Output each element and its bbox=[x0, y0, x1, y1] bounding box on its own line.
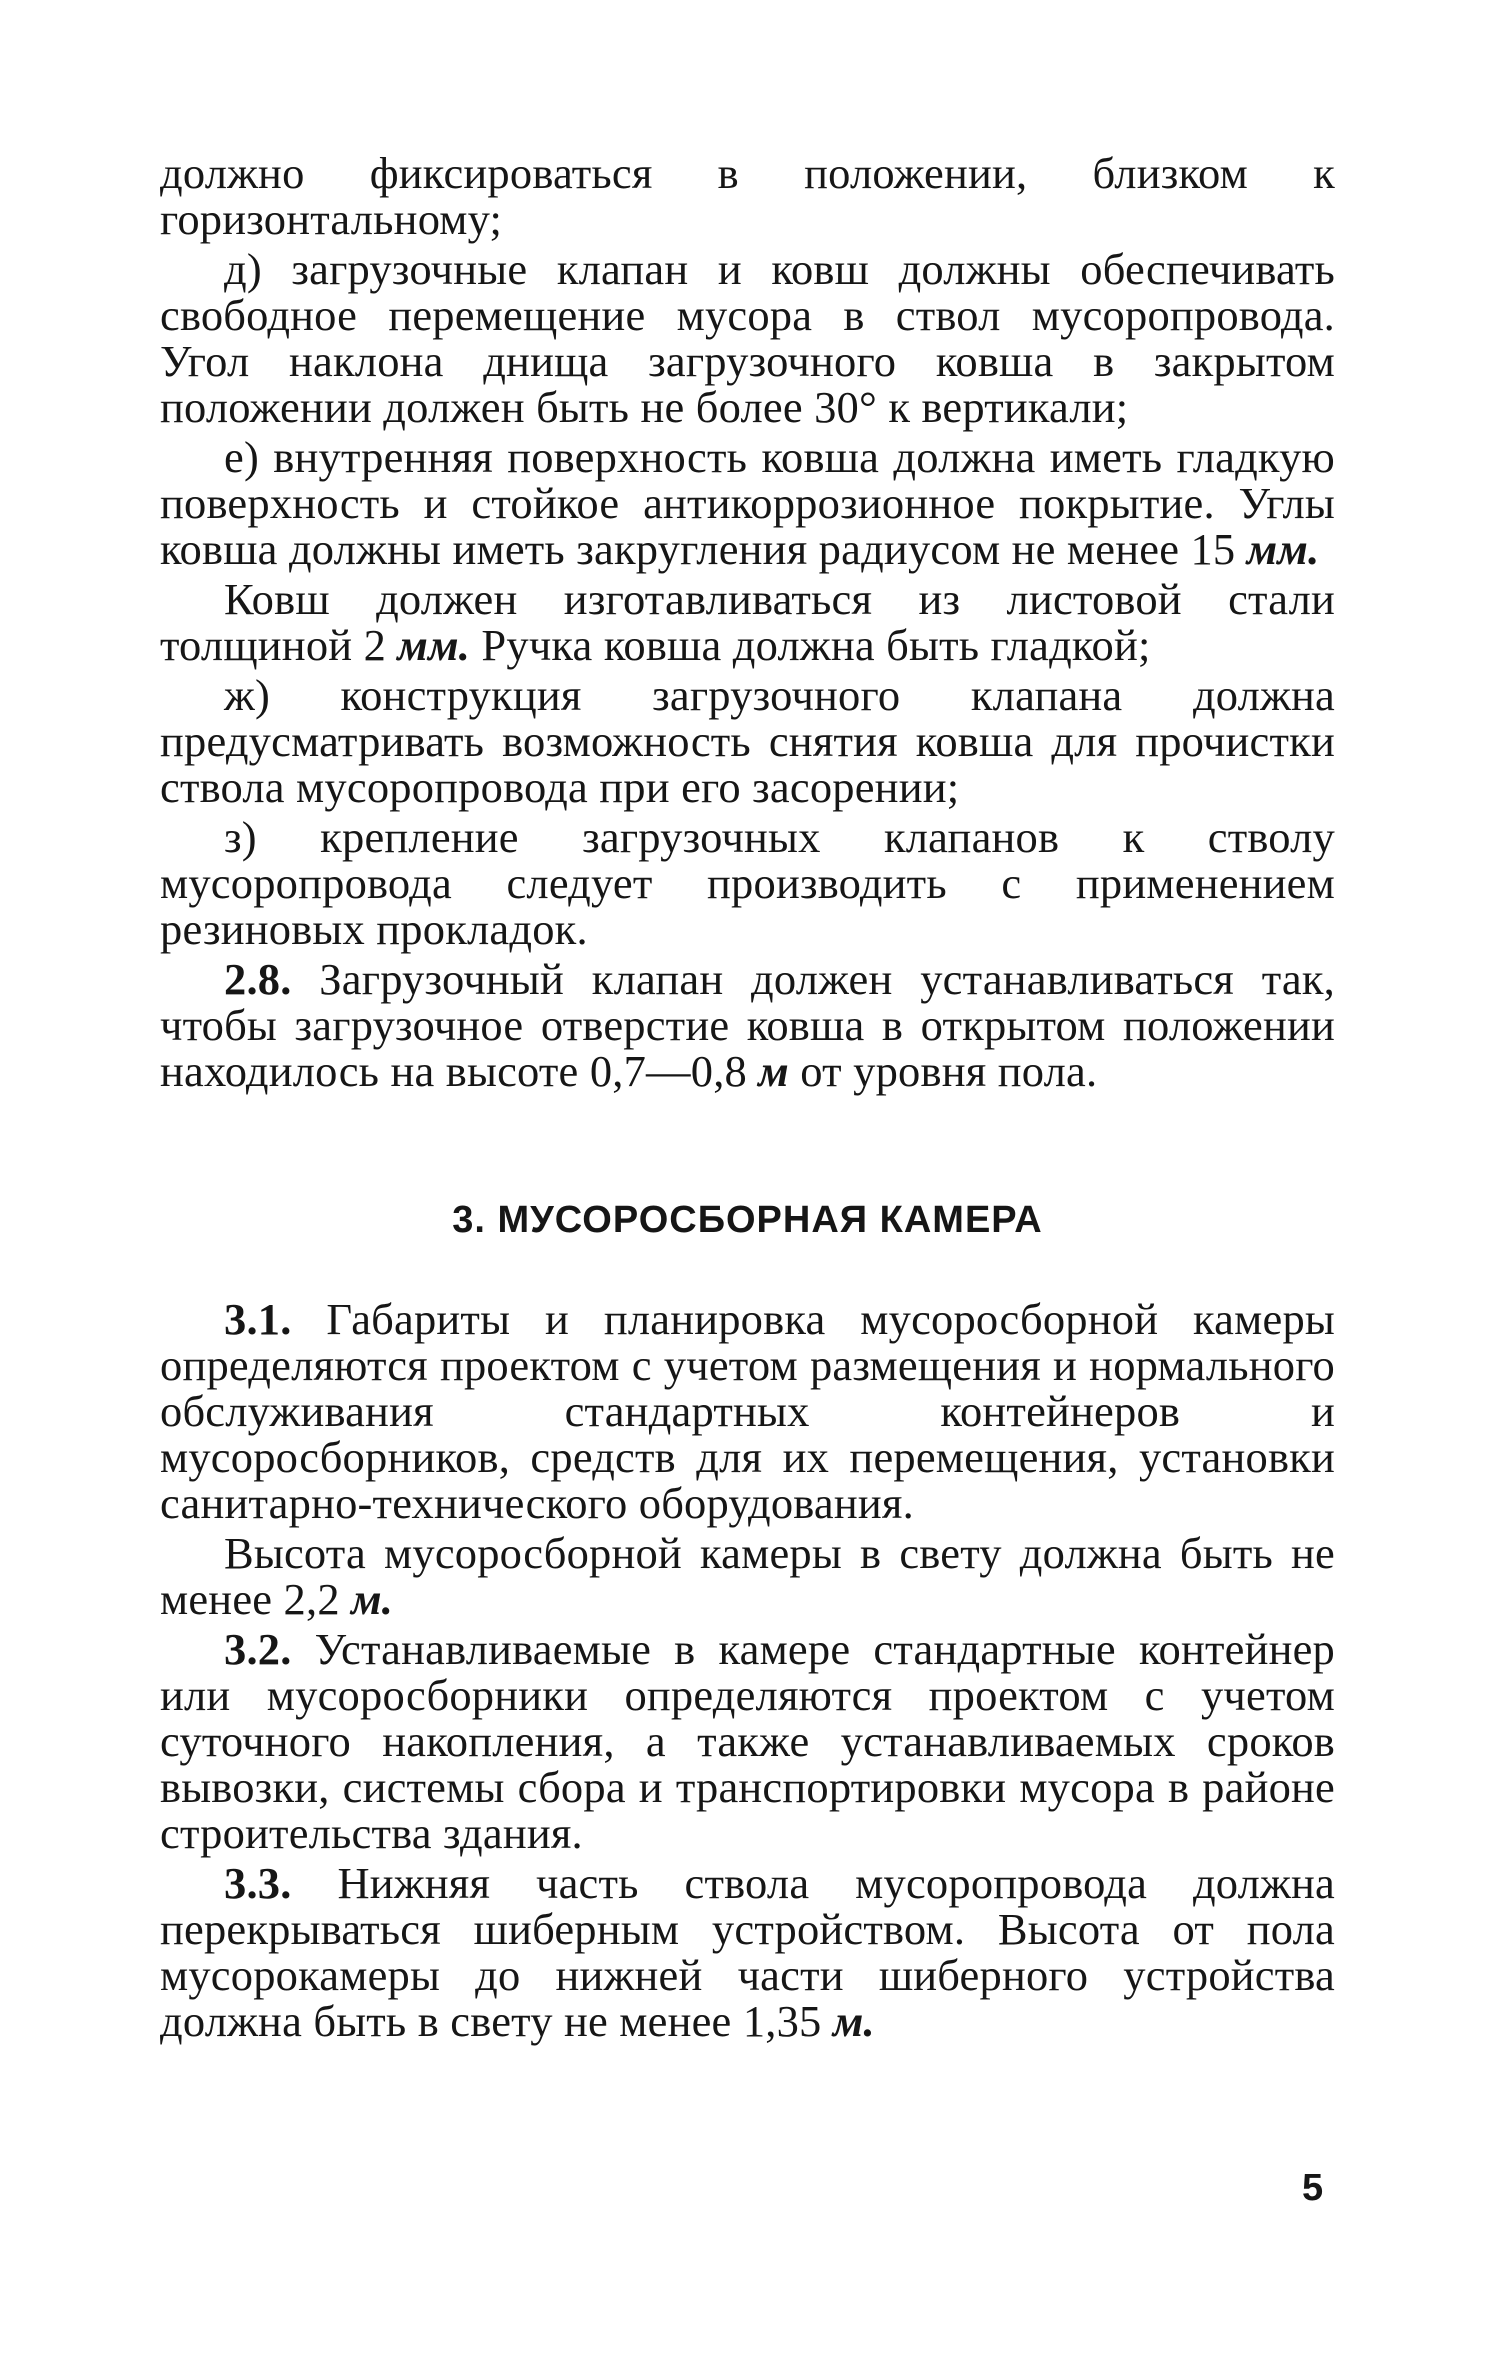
paragraph-3-2 bbox=[160, 1626, 1335, 1856]
unit-label: мм. bbox=[1246, 524, 1320, 574]
paragraph-text: Загрузочный клапан должен устанавливаться так, чтобы загрузочное отверстие ковша в открытом положении находилось на высоте 0,7—0,8 bbox=[160, 954, 1335, 1096]
paragraph-item-z bbox=[160, 814, 1335, 952]
paragraph-text: от уровня пола. bbox=[788, 1046, 1098, 1096]
paragraph-continuation bbox=[160, 150, 1335, 242]
page-number: 5 bbox=[1302, 2167, 1324, 2209]
paragraph-text: Габариты и планировка мусоросборной камеры определяются проектом с учетом размещения и нормального обслуживания стандартных контейнеров и мусоросборников, средств для их перемещения, установки санитарно-технического оборудования. bbox=[160, 1294, 1335, 1528]
paragraph-text: Ковш должен изготавливаться из листовой стали толщиной 2 bbox=[160, 574, 1335, 670]
unit-label: мм. bbox=[397, 620, 471, 670]
paragraph-item-d bbox=[160, 246, 1335, 430]
paragraph-text: Ручка ковша должна быть гладкой; bbox=[470, 620, 1151, 670]
paragraph-text: Устанавливаемые в камере стандартные контейнер или мусоросборники определяются проектом с учетом суточного накопления, а также устанавливаемых сроков вывозки, системы сбора и транспортировки мусора в районе строительства здания. bbox=[160, 1624, 1335, 1858]
clause-number: 2.8. bbox=[224, 954, 292, 1004]
paragraph-text: Нижняя часть ствола мусоропровода должна перекрываться шиберным устройством. Высота от пола мусорокамеры до нижней части шиберного устройства должна быть в свету не менее 1,35 bbox=[160, 1858, 1335, 2046]
paragraph-2-8 bbox=[160, 956, 1335, 1094]
clause-number: 3.3. bbox=[224, 1858, 292, 1908]
unit-label: м. bbox=[351, 1574, 394, 1624]
paragraph-text: ж) конструкция загрузочного клапана должна предусматривать возможность снятия ковша для прочистки ствола мусоропровода при его засорении; bbox=[160, 670, 1335, 812]
page-body bbox=[160, 150, 1335, 2044]
paragraph-text: з) крепление загрузочных клапанов к стволу мусоропровода следует производить с применением резиновых прокладок. bbox=[160, 812, 1335, 954]
paragraph-text: е) внутренняя поверхность ковша должна иметь гладкую поверхность и стойкое антикоррозионное покрытие. Углы ковша должны иметь закругления радиусом не менее 15 bbox=[160, 432, 1335, 574]
paragraph-chamber-height bbox=[160, 1530, 1335, 1622]
paragraph-3-3 bbox=[160, 1860, 1335, 2044]
clause-number: 3.2. bbox=[224, 1624, 292, 1674]
paragraph-text: Высота мусоросборной камеры в свету должна быть не менее 2,2 bbox=[160, 1528, 1335, 1624]
paragraph-text: должно фиксироваться в положении, близком к горизонтальному; bbox=[160, 148, 1335, 244]
unit-label: м bbox=[758, 1046, 789, 1096]
paragraph-ladle-material bbox=[160, 576, 1335, 668]
paragraph-item-e bbox=[160, 434, 1335, 572]
section-heading: 3. МУСОРОСБОРНАЯ КАМЕРА bbox=[452, 1199, 1043, 1241]
paragraph-item-zh bbox=[160, 672, 1335, 810]
paragraph-text: д) загрузочные клапан и ковш должны обеспечивать свободное перемещение мусора в ствол мусоропровода. Угол наклона днища загрузочного ковша в закрытом положении должен быть не более 30° к вертикали; bbox=[160, 244, 1335, 432]
paragraph-3-1 bbox=[160, 1296, 1335, 1526]
unit-label: м. bbox=[832, 1996, 875, 2046]
clause-number: 3.1. bbox=[224, 1294, 292, 1344]
